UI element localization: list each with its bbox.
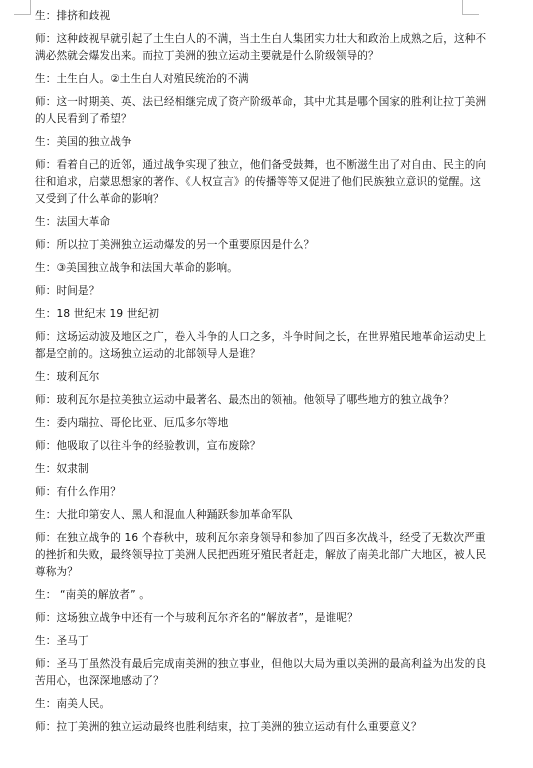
dialogue-line-student: 生：南美人民。 — [35, 698, 111, 710]
dialogue-line-teacher: 师：有什么作用？ — [35, 486, 121, 498]
dialogue-line-student: 生： “南美的解放者” 。 — [35, 589, 151, 601]
dialogue-line-teacher: 师：圣马丁虽然没有最后完成南美洲的独立事业，但他以大局为重以美洲的最高利益为出发的良苦用心，也深深地感动了？ — [35, 658, 487, 687]
dialogue-line-student: 生：美国的独立战争 — [35, 136, 132, 148]
dialogue-line-teacher: 师：拉丁美洲的独立运动最终也胜利结束，拉丁美洲的独立运动有什么重要意义？ — [35, 721, 422, 733]
dialogue-line-teacher: 师：他吸取了以往斗争的经验教训，宣布废除？ — [35, 440, 261, 452]
dialogue-line-student: 生：奴隶制 — [35, 463, 89, 475]
dialogue-line-student: 生：法国大革命 — [35, 216, 111, 228]
dialogue-line-student: 生：大批印第安人、黑人和混血人种踊跃参加革命军队 — [35, 509, 293, 521]
dialogue-line-teacher: 师：在独立战争的 16 个春秋中，玻利瓦尔亲身领导和参加了四百多次战斗，经受了无数次严重的挫折和失败，最终领导拉丁美洲人民把西班牙殖民者赶走，解放了南美北部广大地区，被人民尊称为？ — [35, 532, 487, 578]
dialogue-line-teacher: 师：这场独立战争中还有一个与玻利瓦尔齐名的“解放者”，是谁呢？ — [35, 612, 358, 624]
dialogue-line-teacher: 师：这种歧视早就引起了土生白人的不满，当土生白人集团实力壮大和政治上成熟之后，这种不满必然就会爆发出来。而拉丁美洲的独立运动主要就是什么阶级领导的？ — [35, 33, 487, 62]
dialogue-line-student: 生：土生白人。②土生白人对殖民统治的不满 — [35, 73, 249, 85]
dialogue-line-student: 生：18 世纪末 19 世纪初 — [35, 308, 160, 320]
dialogue-line-student: 生：③美国独立战争和法国大革命的影响。 — [35, 262, 239, 274]
dialogue-line-teacher: 师：所以拉丁美洲独立运动爆发的另一个重要原因是什么？ — [35, 239, 315, 251]
dialogue-line-student: 生：圣马丁 — [35, 635, 89, 647]
dialogue-line-student: 生：委内瑞拉、哥伦比亚、厄瓜多尔等地 — [35, 417, 229, 429]
dialogue-line-teacher: 师：看着自己的近邻，通过战争实现了独立，他们备受鼓舞，也不断滋生出了对自由、民主的向往和追求，启蒙思想家的著作、《人权宣言》的传播等等又促进了他们民族独立意识的觉醒。这又受到了什么革命的影响？ — [35, 159, 487, 205]
dialogue-line-teacher: 师：玻利瓦尔是拉美独立运动中最著名、最杰出的领袖。他领导了哪些地方的独立战争？ — [35, 394, 455, 406]
dialogue-line-teacher: 师：这场运动波及地区之广，卷入斗争的人口之多，斗争时间之长，在世界殖民地革命运动史上都是空前的。这场独立运动的北部领导人是谁？ — [35, 331, 487, 360]
dialogue-line-teacher: 师：这一时期美、英、法已经相继完成了资产阶级革命，其中尤其是哪个国家的胜利让拉丁美洲的人民看到了希望？ — [35, 96, 487, 125]
dialogue-line-student: 生：玻利瓦尔 — [35, 371, 100, 383]
dialogue-line-teacher: 师：时间是？ — [35, 285, 100, 297]
dialogue-line-student: 生：排挤和歧视 — [35, 10, 111, 22]
crop-mark-top-left — [14, 0, 31, 15]
document-body — [35, 8, 490, 742]
